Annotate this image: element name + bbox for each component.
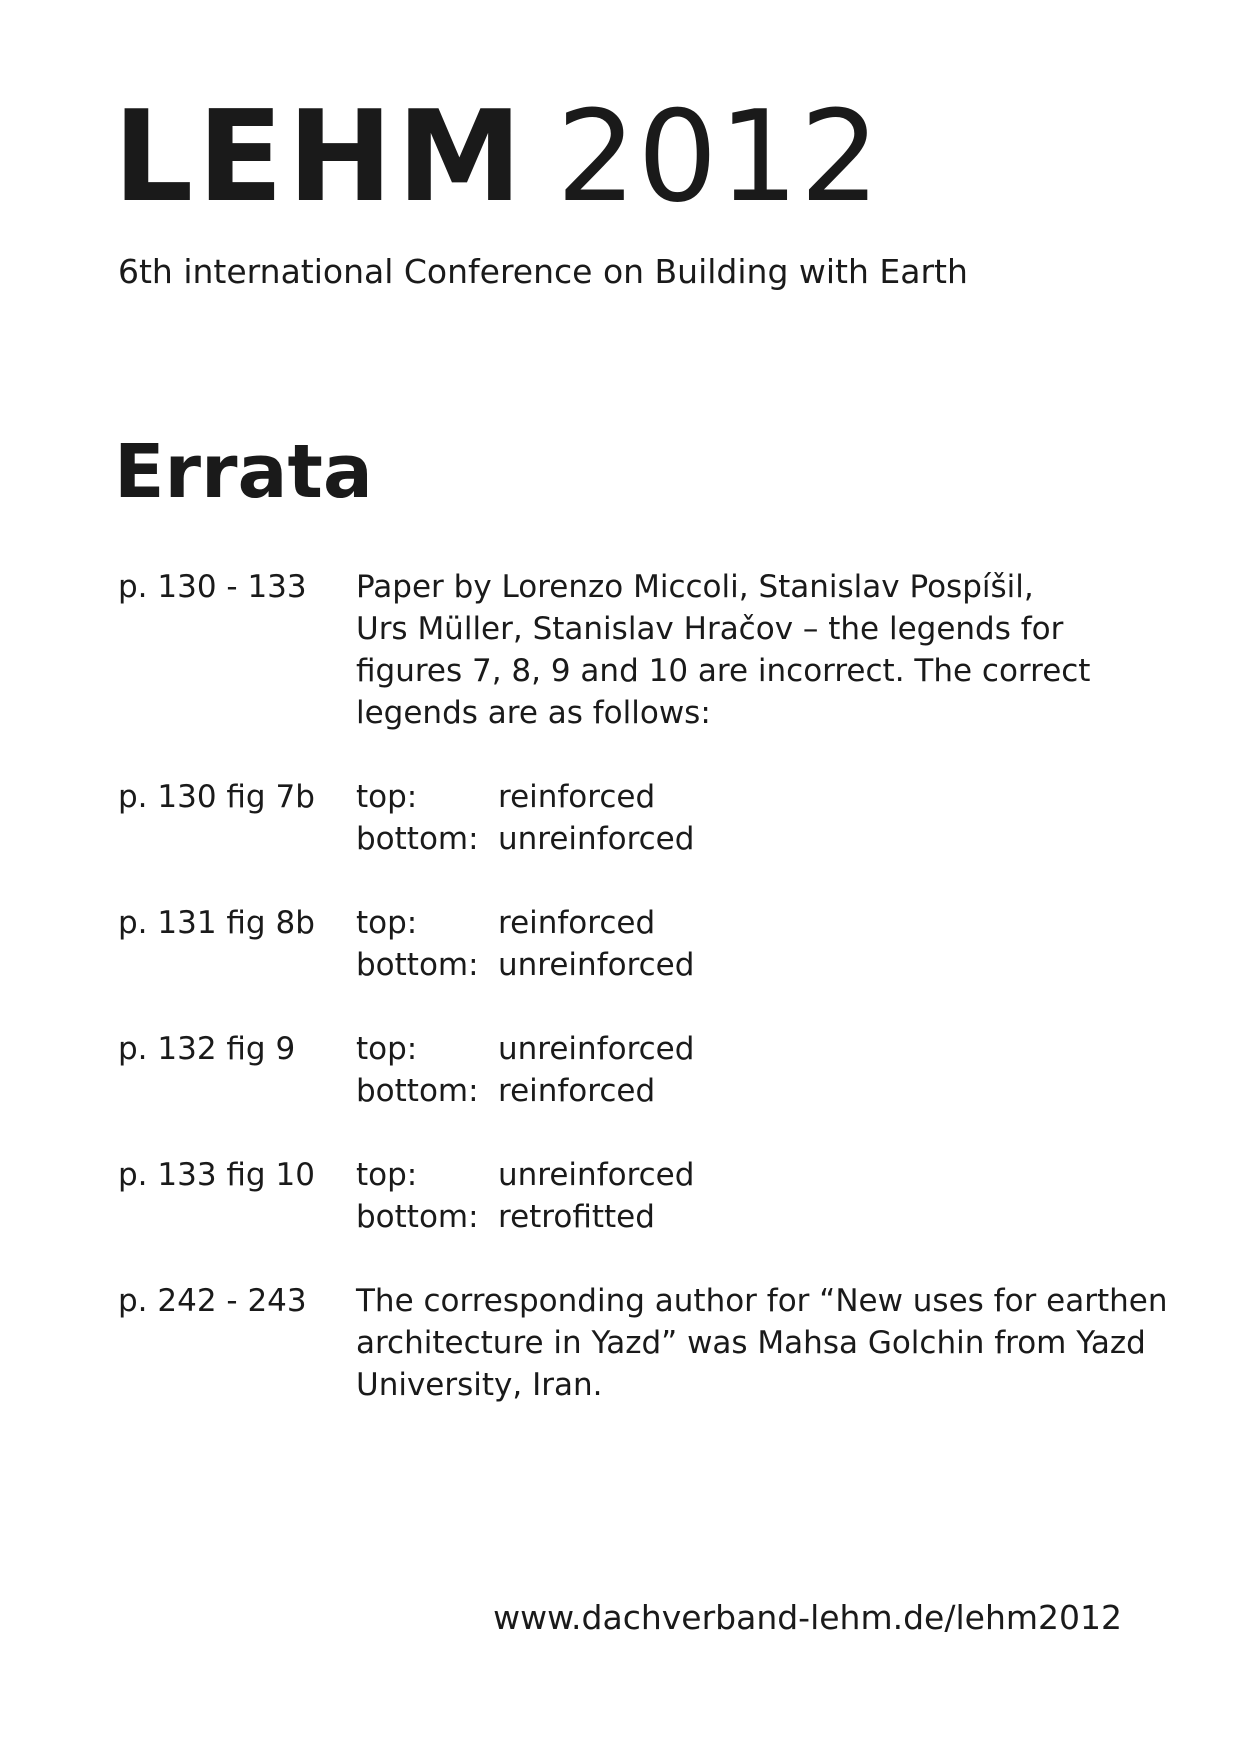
legend-row-bottom	[356, 818, 1128, 860]
text-line: Urs Müller, Stanislav Hračov – the legends for	[356, 611, 1064, 647]
errata-entry-legend	[118, 1154, 1128, 1238]
brand-year: 2012	[556, 83, 881, 230]
legend-value: reinforced	[498, 905, 656, 941]
legend-key: top:	[356, 1031, 418, 1067]
legend-value: unreinforced	[498, 1031, 695, 1067]
legend-pair	[356, 776, 1128, 860]
page-reference: p. 130 fig 7b	[118, 779, 315, 815]
page-reference: p. 132 fig 9	[118, 1031, 296, 1067]
masthead	[113, 83, 881, 230]
legend-value: retrofitted	[498, 1199, 655, 1235]
legend-key: bottom:	[356, 1073, 479, 1109]
legend-row-top	[356, 1028, 1128, 1070]
legend-key: top:	[356, 905, 418, 941]
errata-entry-author	[118, 1280, 1168, 1406]
errata-entry-legend	[118, 776, 1128, 860]
text-line: Paper by Lorenzo Miccoli, Stanislav Pospíšil,	[356, 569, 1034, 605]
page-reference: p. 133 fig 10	[118, 1157, 315, 1193]
legend-row-bottom	[356, 1196, 1128, 1238]
errata-entry-legend	[118, 1028, 1128, 1112]
legend-pair	[356, 1028, 1128, 1112]
page-reference: p. 131 fig 8b	[118, 905, 315, 941]
text-line: legends are as follows:	[356, 695, 711, 731]
entry-text	[356, 566, 1128, 734]
brand-name: LEHM	[113, 83, 527, 230]
legend-value: unreinforced	[498, 1157, 695, 1193]
legend-row-top	[356, 776, 1128, 818]
legend-key: top:	[356, 1157, 418, 1193]
text-line: architecture in Yazd” was Mahsa Golchin from Yazd	[356, 1325, 1146, 1361]
legend-pair	[356, 902, 1128, 986]
legend-row-top	[356, 902, 1128, 944]
conference-subtitle: 6th international Conference on Building with Earth	[118, 252, 968, 291]
legend-value: reinforced	[498, 1073, 656, 1109]
entry-text	[356, 1280, 1167, 1406]
legend-key: bottom:	[356, 1199, 479, 1235]
legend-key: top:	[356, 779, 418, 815]
errata-list	[118, 566, 1168, 1448]
text-line: University, Iran.	[356, 1367, 603, 1403]
page-reference: p. 242 - 243	[118, 1283, 307, 1319]
legend-row-bottom	[356, 944, 1128, 986]
legend-key: bottom:	[356, 821, 479, 857]
text-line: figures 7, 8, 9 and 10 are incorrect. The correct	[356, 653, 1091, 689]
page-reference: p. 130 - 133	[118, 569, 307, 605]
legend-value: unreinforced	[498, 947, 695, 983]
legend-value: reinforced	[498, 779, 656, 815]
legend-key: bottom:	[356, 947, 479, 983]
website-url: www.dachverband-lehm.de/lehm2012	[493, 1598, 1122, 1637]
legend-row-bottom	[356, 1070, 1128, 1112]
text-line: The corresponding author for “New uses for earthen	[356, 1283, 1168, 1319]
legend-row-top	[356, 1154, 1128, 1196]
legend-value: unreinforced	[498, 821, 695, 857]
page-title: Errata	[114, 429, 373, 515]
errata-entry-legend	[118, 902, 1128, 986]
errata-entry-intro	[118, 566, 1128, 734]
legend-pair	[356, 1154, 1128, 1238]
